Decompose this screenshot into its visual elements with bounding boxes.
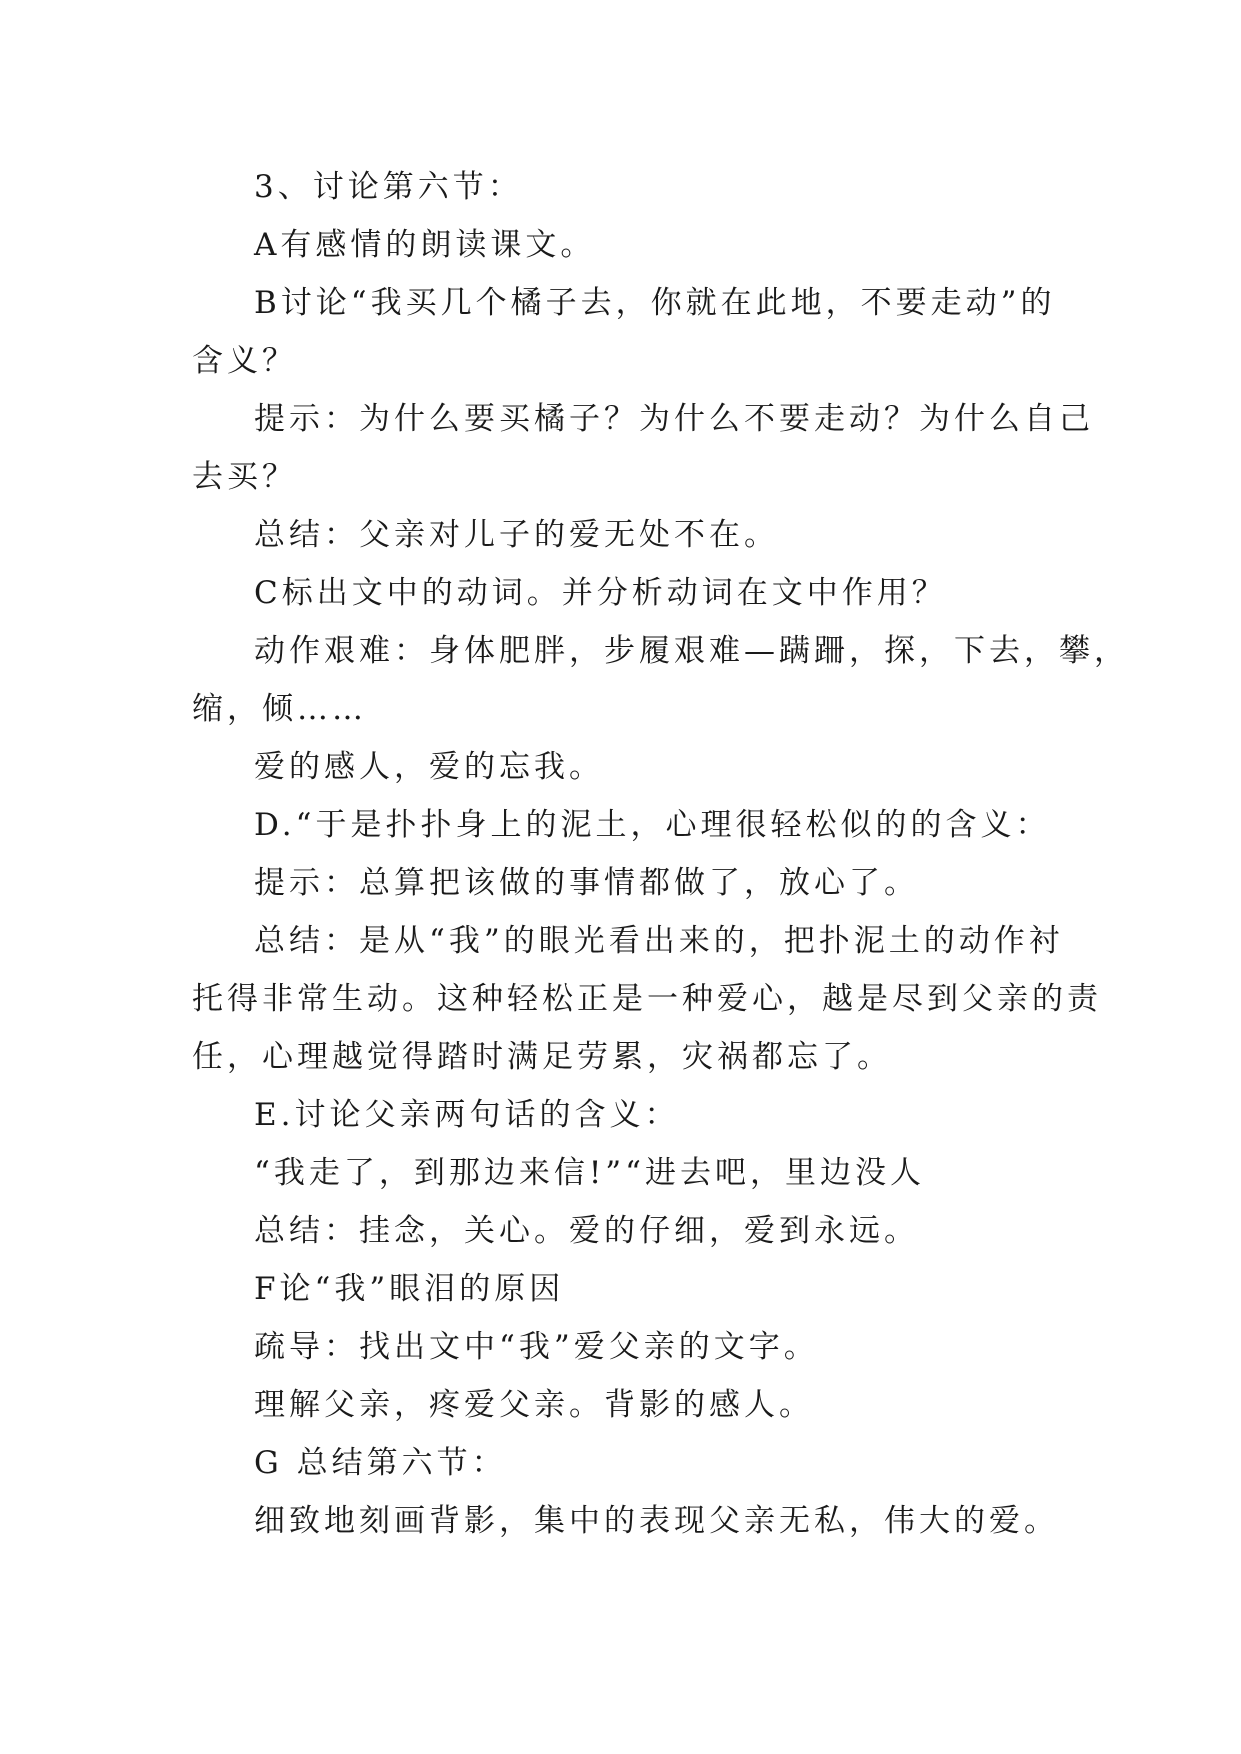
- paragraph-line: F论“我”眼泪的原因: [254, 1271, 565, 1307]
- paragraph-line: 含义？: [192, 343, 297, 379]
- paragraph-line: 理解父亲，疼爱父亲。背影的感人。: [254, 1387, 814, 1423]
- paragraph-line: A有感情的朗读课文。: [254, 227, 596, 263]
- paragraph-line: 去买？: [192, 459, 297, 495]
- paragraph-line: 总结：挂念，关心。爱的仔细，爱到永远。: [254, 1213, 919, 1249]
- paragraph-line: 动作艰难：身体肥胖，步履艰难—蹒跚，探，下去，攀，: [254, 633, 1129, 669]
- paragraph-line: 细致地刻画背影，集中的表现父亲无私，伟大的爱。: [254, 1503, 1059, 1539]
- paragraph-line: 总结：父亲对儿子的爱无处不在。: [254, 517, 779, 553]
- paragraph-line: 托得非常生动。这种轻松正是一种爱心，越是尽到父亲的责: [192, 981, 1102, 1017]
- paragraph-line: 提示：总算把该做的事情都做了，放心了。: [254, 865, 919, 901]
- paragraph-line: 缩，倾……: [192, 691, 367, 727]
- paragraph-line: B讨论“我买几个橘子去，你就在此地，不要走动”的: [254, 285, 1056, 321]
- paragraph-line: 爱的感人，爱的忘我。: [254, 749, 604, 785]
- paragraph-line: E.讨论父亲两句话的含义：: [254, 1097, 680, 1133]
- paragraph-line: C标出文中的动词。并分析动词在文中作用？: [254, 575, 947, 611]
- paragraph-line: D.“于是扑扑身上的泥土，心理很轻松似的的含义：: [254, 807, 1051, 843]
- paragraph-line: 提示：为什么要买橘子？为什么不要走动？为什么自己: [254, 401, 1094, 437]
- paragraph-line: G 总结第六节：: [254, 1445, 507, 1481]
- section-heading-3: 3、讨论第六节：: [254, 169, 523, 205]
- paragraph-line: 任，心理越觉得踏时满足劳累，灾祸都忘了。: [192, 1039, 892, 1075]
- paragraph-line: “我走了，到那边来信!”“进去吧，里边没人: [254, 1155, 926, 1191]
- paragraph-line: 疏导：找出文中“我”爱父亲的文字。: [254, 1329, 819, 1365]
- paragraph-line: 总结：是从“我”的眼光看出来的，把扑泥土的动作衬: [254, 923, 1064, 959]
